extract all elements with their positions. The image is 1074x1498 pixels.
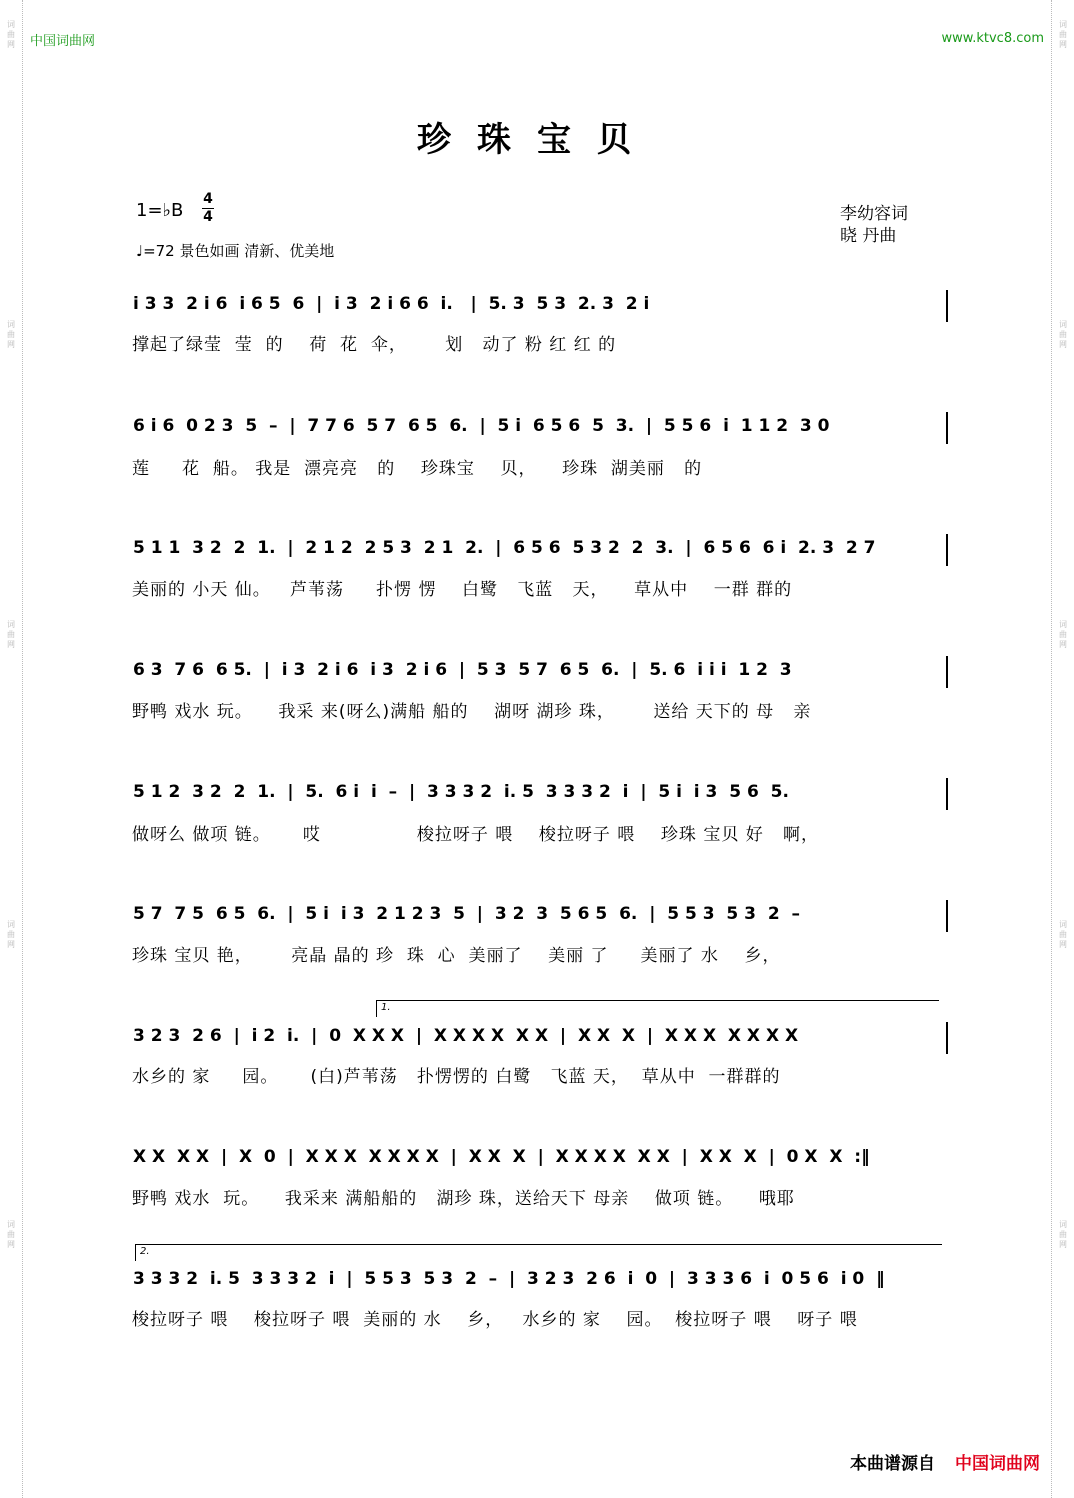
lyric-line: 美丽的 小天 仙。 芦苇荡 扑愣 愣 白鹭 飞蓝 天， 草从中 一群 群的 — [132, 580, 793, 600]
bar-line — [946, 412, 948, 444]
notation-line — [133, 534, 948, 562]
site-url-header[interactable]: www.ktvc8.com — [941, 31, 1044, 46]
source-footer — [850, 1449, 1040, 1474]
side-watermark: 词曲网 — [7, 920, 15, 949]
time-signature-bottom: 4 — [203, 209, 213, 225]
composer-credit: 晓 丹曲 — [840, 226, 897, 246]
side-watermark: 词曲网 — [1059, 20, 1067, 49]
tempo-marking: ♩=72 景色如画 清新、优美地 — [136, 242, 335, 260]
notation-line — [133, 290, 948, 318]
notation-text: X X X X | X 0 | X X X X X X X | X X X | X X X X X X | X X X | 0 X X :‖ — [133, 1147, 870, 1167]
lyric-line: 莲 花 船。 我是 漂亮亮 的 珍珠宝 贝， 珍珠 湖美丽 的 — [132, 459, 703, 479]
side-watermark: 词曲网 — [1059, 1220, 1067, 1249]
first-ending-bracket — [376, 1000, 939, 1017]
side-watermark: 词曲网 — [1059, 620, 1067, 649]
time-signature — [202, 192, 214, 225]
side-watermark: 词曲网 — [7, 1220, 15, 1249]
notation-line — [133, 1022, 948, 1050]
notation-line — [133, 656, 948, 684]
notation-line — [133, 1143, 948, 1171]
bar-line — [946, 534, 948, 566]
notation-line — [133, 900, 948, 928]
left-watermark-strip — [0, 0, 23, 1498]
lyric-line: 野鸭 戏水 玩。 我采来 满船船的 湖珍 珠，送给天下 母亲 做项 链。 哦耶 — [132, 1189, 795, 1209]
notation-text: 6 i 6 0 2 3 5 – | 7 7 6 5 7 6 5 6. | 5 i 6 5 6 5 3. | 5 5 6 i 1 1 2 3 0 — [133, 416, 830, 436]
key-signature: 1=♭B — [136, 200, 184, 221]
bar-line — [946, 778, 948, 810]
notation-text: 3 2 3 2 6 | i 2 i. | 0 X X X | X X X X X X | X X X | X X X X X X X — [133, 1026, 799, 1046]
first-ending-label: 1. — [381, 1002, 391, 1013]
song-title: 珍珠宝贝 — [417, 120, 657, 160]
bar-line — [946, 1022, 948, 1054]
second-ending-bracket — [135, 1244, 942, 1261]
bar-line — [946, 656, 948, 688]
lyric-line: 水乡的 家 园。 (白)芦苇荡 扑愣愣的 白鹭 飞蓝 天， 草从中 一群群的 — [132, 1067, 781, 1087]
notation-text: 5 7 7 5 6 5 6. | 5 i i 3 2 1 2 3 5 | 3 2 3 5 6 5 6. | 5 5 3 5 3 2 – — [133, 904, 800, 924]
notation-line — [133, 412, 948, 440]
lyric-line: 野鸭 戏水 玩。 我采 来(呀么)满船 船的 湖呀 湖珍 珠， 送给 天下的 母 亲 — [132, 702, 812, 722]
notation-text: i 3 3 2 i 6 i 6 5 6 | i 3 2 i 6 6 i. | 5. 3 5 3 2. 3 2 i — [133, 294, 650, 314]
side-watermark: 词曲网 — [1059, 920, 1067, 949]
bar-line — [946, 290, 948, 322]
side-watermark: 词曲网 — [1059, 320, 1067, 349]
bar-line — [946, 900, 948, 932]
credits — [840, 203, 908, 247]
notation-text: 6 3 7 6 6 5. | i 3 2 i 6 i 3 2 i 6 | 5 3 5 7 6 5 6. | 5. 6 i i i 1 2 3 — [133, 660, 792, 680]
side-watermark: 词曲网 — [7, 20, 15, 49]
source-label: 本曲谱源自 — [850, 1454, 935, 1474]
lyric-line: 梭拉呀子 喂 梭拉呀子 喂 美丽的 水 乡， 水乡的 家 园。 梭拉呀子 喂 呀子 喂 — [132, 1310, 858, 1330]
lyric-line: 撑起了绿莹 莹 的 荷 花 伞， 划 动了 粉 红 红 的 — [132, 335, 617, 355]
lyric-line: 做呀么 做项 链。 哎 梭拉呀子 喂 梭拉呀子 喂 珍珠 宝贝 好 啊， — [132, 825, 819, 845]
side-watermark: 词曲网 — [7, 620, 15, 649]
lyric-line: 珍珠 宝贝 艳， 亮晶 晶的 珍 珠 心 美丽了 美丽 了 美丽了 水 乡， — [132, 946, 781, 966]
second-ending-label: 2. — [140, 1246, 150, 1257]
site-name-header[interactable]: 中国词曲网 — [30, 34, 96, 49]
notation-line — [133, 1265, 948, 1293]
time-signature-top: 4 — [203, 191, 213, 207]
right-watermark-strip — [1051, 0, 1074, 1498]
notation-text: 5 1 1 3 2 2 1. | 2 1 2 2 5 3 2 1 2. | 6 5 6 5 3 2 2 3. | 6 5 6 6 i 2. 3 2 7 — [133, 538, 876, 558]
notation-line — [133, 778, 948, 806]
side-watermark: 词曲网 — [7, 320, 15, 349]
notation-text: 3 3 3 2 i. 5 3 3 3 2 i | 5 5 3 5 3 2 – | 3 2 3 2 6 i 0 | 3 3 3 6 i 0 5 6 i 0 ‖ — [133, 1269, 885, 1289]
lyricist-credit: 李幼容词 — [840, 204, 908, 224]
source-brand-link[interactable]: 中国词曲网 — [955, 1454, 1040, 1474]
notation-text: 5 1 2 3 2 2 1. | 5. 6 i i – | 3 3 3 2 i. 5 3 3 3 2 i | 5 i i 3 5 6 5. — [133, 782, 789, 802]
